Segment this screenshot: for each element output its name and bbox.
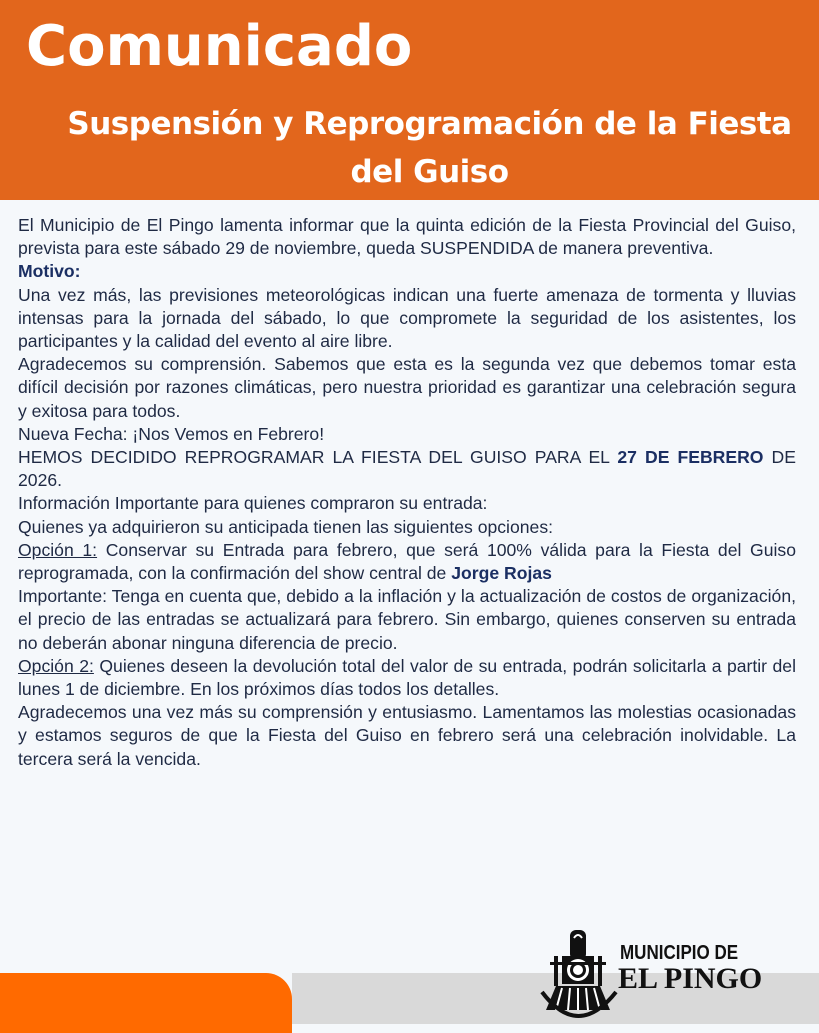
reschedule-paragraph [18,446,796,492]
thanks-paragraph: Agradecemos su comprensión. Sabemos que esta es la segunda vez que debemos tomar esta difícil decisión por razones climáticas, pero nuestra prioridad es garantizar una celebración segura y exitosa para todos. [18,354,796,421]
reschedule-text: HEMOS DECIDIDO REPROGRAMAR LA FIESTA DEL GUISO PARA EL [18,447,618,468]
option-1-text: Conservar su Entrada para febrero, que será 100% válida para la Fiesta del Guiso reprogramada, con la confirmación del show central de [18,539,796,584]
option-2-text: Quienes deseen la devolución total del valor de su entrada, podrán solicitarla a partir del lunes 1 de diciembre. En los próximos días todos los detalles. [18,655,796,700]
new-date: 27 DE FEBRERO [617,447,764,468]
logo-line-1: MUNICIPIO DE [620,942,739,964]
option-2 [18,655,796,701]
options-intro: Quienes ya adquirieron su anticipada tienen las siguientes opciones: [18,516,554,537]
intro-paragraph: El Municipio de El Pingo lamenta informar que la quinta edición de la Fiesta Provincial del Guiso, prevista para este sábado 29 de noviembre, queda SUSPENDIDA de manera preventiva. [18,215,796,259]
option-2-label: Opción 2: [18,655,94,676]
important-paragraph: Importante: Tenga en cuenta que, debido a la inflación y la actualización de costos de organización, el precio de las entradas se actualizará para febrero. Sin embargo, quienes conserven su entrada no deberán abonar ninguna diferencia de precio. [18,586,796,653]
reschedule-year: DE 2026. [18,447,796,491]
option-1-label: Opción 1: [18,539,98,560]
locomotive-icon [540,926,620,1024]
option-1 [18,539,796,585]
page-subtitle: Suspensión y Reprogramación de la Fiesta del Guiso [67,106,792,190]
headliner-artist: Jorge Rojas [451,563,552,584]
header-banner [0,0,819,200]
page-title: Comunicado [26,14,413,79]
municipality-logo [540,926,780,1024]
new-date-heading: Nueva Fecha: ¡Nos Vemos en Febrero! [18,423,325,444]
footer-orange-block [0,973,292,1033]
motivo-paragraph: Una vez más, las previsiones meteorológicas indican una fuerte amenaza de tormenta y lluvias intensas para la jornada del sábado, lo que compromete la seguridad de los asistentes, los participantes y la calidad del evento al aire libre. [18,284,796,352]
closing-paragraph: Agradecemos una vez más su comprensión y entusiasmo. Lamentamos las molestias ocasionadas y estamos seguros de que la Fiesta del Guiso en febrero será una celebración inolvidable. La tercera será la vencida. [18,702,796,769]
motivo-heading: Motivo: [18,261,81,282]
ticket-info-heading: Información Importante para quienes compraron su entrada: [18,493,488,514]
logo-line-2: EL PINGO [618,962,763,995]
announcement-body [18,214,796,771]
